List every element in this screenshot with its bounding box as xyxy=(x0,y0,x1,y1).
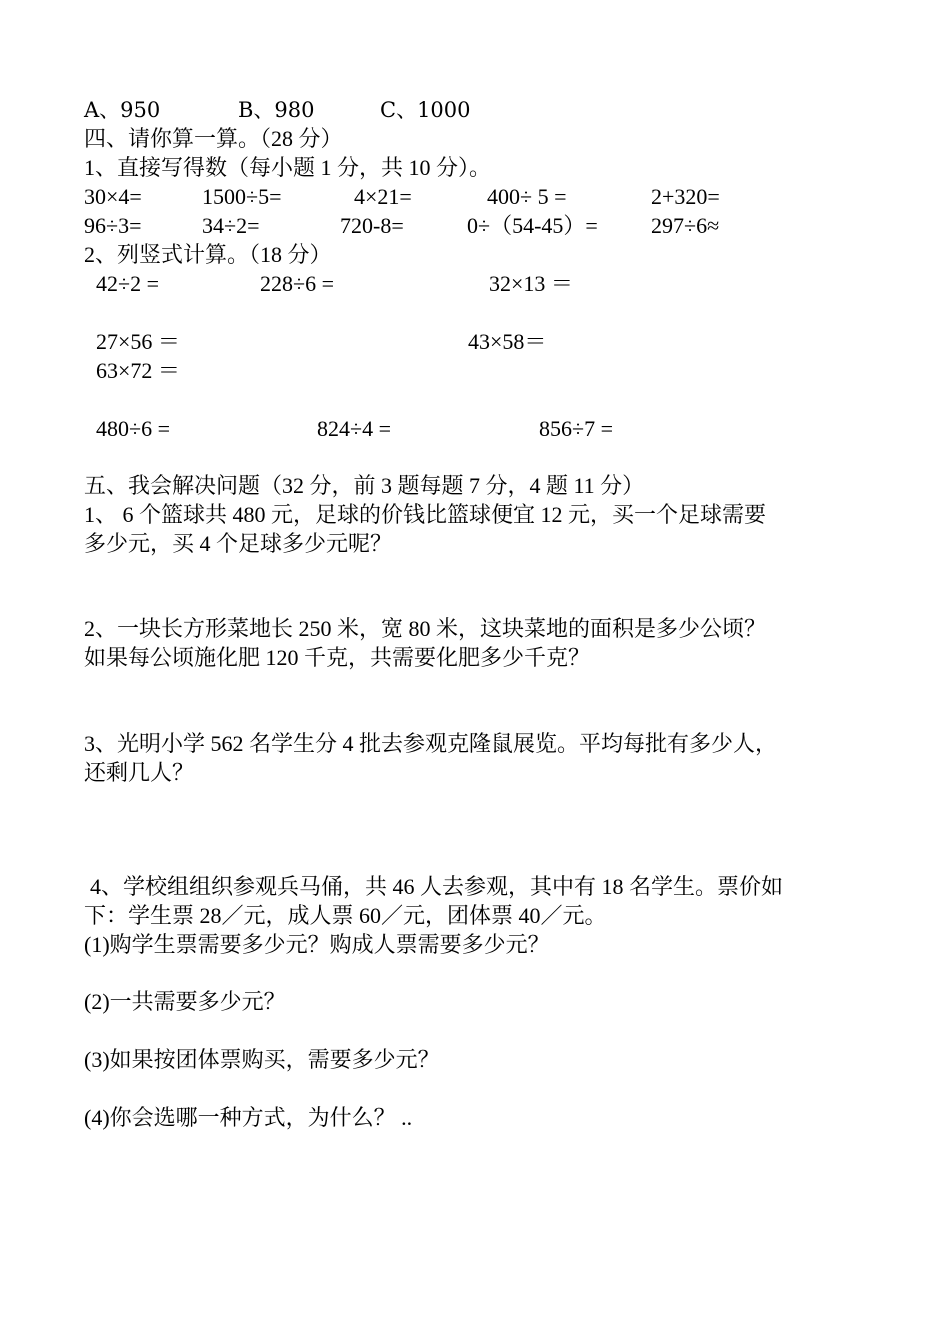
choice-b: B、980 xyxy=(238,98,315,122)
choice-a: A、950 xyxy=(84,98,161,122)
question-3-line-2: 还剩几人？ xyxy=(84,760,195,785)
calc-item: 0÷（54-45）= xyxy=(467,213,598,238)
question-4-line-1: 4、学校组组织参观兵马俑，共 46 人去参观，其中有 18 名学生。票价如 xyxy=(90,874,784,899)
question-2-line-2: 如果每公顷施化肥 120 千克，共需要化肥多少千克？ xyxy=(84,645,591,670)
calc-item: 30×4= xyxy=(84,184,142,209)
calc-item: 1500÷5= xyxy=(202,184,282,209)
question-4-sub-1: (1)购学生票需要多少元？购成人票需要多少元？ xyxy=(84,932,550,957)
vertical-calc-item: 856÷7 = xyxy=(539,416,613,441)
section5-title: 五、我会解决问题（32 分，前 3 题每题 7 分，4 题 11 分） xyxy=(84,473,645,498)
section4-part2-title: 2、列竖式计算。（18 分） xyxy=(84,242,332,267)
question-4-sub-3: (3)如果按团体票购买，需要多少元？ xyxy=(84,1047,440,1072)
calc-item: 720-8= xyxy=(340,213,404,238)
calc-item: 4×21= xyxy=(354,184,412,209)
vertical-calc-item: 228÷6 = xyxy=(260,271,334,296)
choice-c: C、1000 xyxy=(380,98,471,122)
section4-part1-title: 1、直接写得数（每小题 1 分，共 10 分）。 xyxy=(84,155,492,180)
question-3-line-1: 3、光明小学 562 名学生分 4 批去参观克隆鼠展览。平均每批有多少人， xyxy=(84,731,778,756)
calc-item: 96÷3= xyxy=(84,213,142,238)
calc-item: 297÷6≈ xyxy=(651,213,720,238)
section4-title: 四、请你算一算。（28 分） xyxy=(84,126,343,151)
question-4-sub-4: (4)你会选哪一种方式，为什么？ .. xyxy=(84,1105,413,1130)
question-2-line-1: 2、一块长方形菜地长 250 米，宽 80 米，这块菜地的面积是多少公顷？ xyxy=(84,616,767,641)
question-4-line-2: 下：学生票 28／元，成人票 60／元，团体票 40／元。 xyxy=(84,903,607,928)
calc-item: 34÷2= xyxy=(202,213,260,238)
vertical-calc-item: 32×13 ＝ xyxy=(489,271,573,296)
question-4-sub-2: (2)一共需要多少元？ xyxy=(84,989,286,1014)
question-1-line-1: 1、 6 个篮球共 480 元，足球的价钱比篮球便宜 12 元，买一个足球需要 xyxy=(84,502,767,527)
question-1-line-2: 多少元，买 4 个足球多少元呢？ xyxy=(84,531,393,556)
vertical-calc-item: 480÷6 = xyxy=(96,416,170,441)
calc-item: 400÷ 5 = xyxy=(487,184,567,209)
vertical-calc-item: 63×72 ＝ xyxy=(96,358,180,383)
vertical-calc-item: 43×58＝ xyxy=(468,329,547,354)
vertical-calc-item: 27×56 ＝ xyxy=(96,329,180,354)
vertical-calc-item: 42÷2 = xyxy=(96,271,159,296)
vertical-calc-item: 824÷4 = xyxy=(317,416,391,441)
calc-item: 2+320= xyxy=(651,184,720,209)
